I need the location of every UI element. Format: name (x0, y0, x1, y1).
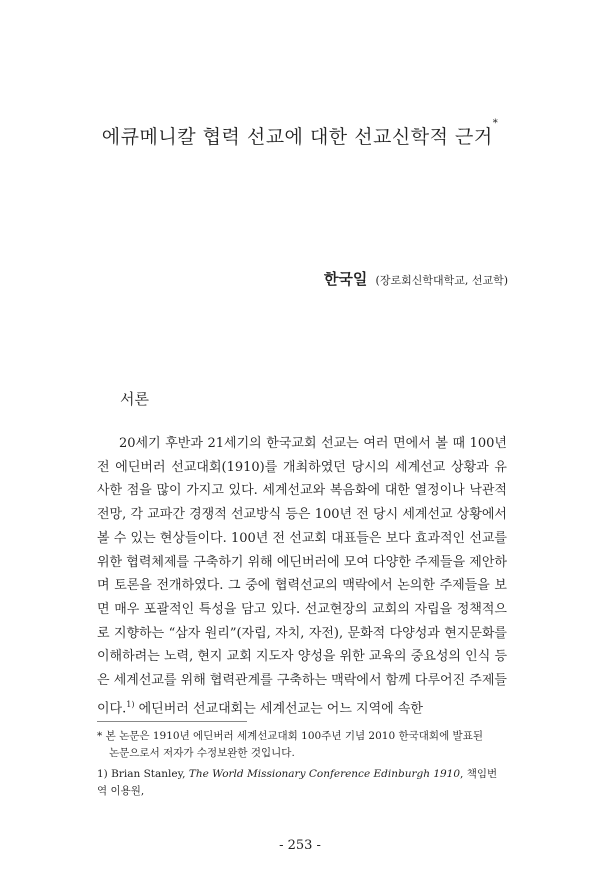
author-affiliation: (장로회신학대학교, 선교학) (375, 274, 508, 287)
footnote-star-line2: 논문으로서 저자가 수정보완한 것입니다. (109, 747, 295, 759)
body-paragraph (97, 432, 507, 721)
section-heading: 서론 (120, 390, 149, 408)
footnote-1-author: Brian Stanley, (111, 768, 186, 780)
paper-title-text: 에큐메니칼 협력 선교에 대한 선교신학적 근거 (101, 126, 493, 148)
footnote-star-marker: * (97, 730, 103, 742)
author-line (324, 268, 508, 289)
footnote-reference: 1) (126, 699, 135, 709)
footnote-star (97, 728, 507, 762)
footnote-1 (97, 766, 507, 800)
paper-title (60, 118, 540, 149)
paragraph-text: 20세기 후반과 21세기의 한국교회 선교는 여러 면에서 볼 때 100년 전 에딘버러 선교대회(1910)를 개최하였던 당시의 세계선교 상황과 유사한 점을 많이 가지고 있다. 세계선교와 복음화에 대한 열정이나 낙관적 전망, 각 교파간 경쟁적 선교방식 등은 100년 전 당시 세계선교 상황에서 볼 수 있는 현상들이다. 100년 전 선교회 대표들은 보다 효과적인 선교를 위한 협력체제를 구축하기 위해 에딘버러에 모여 다양한 주제들을 제안하며 토론을 전개하였다. 그 중에 협력선교의 맥락에서 논의한 주제들을 보면 매우 포괄적인 특성을 담고 있다. 선교현장의 교회의 자립을 정책적으로 지향하는 “삼자 원리”(자립, 자치, 자전), 문화적 다양성과 현지문화를 이해하려는 노력, 현지 교회 지도자 양성을 위한 교육의 중요성의 인식 등은 세계선교를 위해 협력관계를 구축하는 맥락에서 함께 다루어진 주제들이다. (97, 436, 507, 717)
paragraph-continuation: 에딘버러 선교대회는 세계선교는 어느 지역에 속한 (134, 701, 423, 717)
page-number: - 253 - (279, 838, 321, 853)
footnote-1-marker: 1) (97, 768, 108, 780)
footnote-star-line1: 본 논문은 1910년 에딘버러 세계선교대회 100주년 기념 2010 한국대회에 발표된 (105, 730, 483, 742)
footnote-1-rest: , 책임번역 이용원, (97, 768, 498, 797)
footnote-1-book-title: The World Missionary Conference Edinburgh 1910 (188, 768, 461, 780)
title-footnote-marker: * (492, 118, 499, 129)
footnote-divider (97, 721, 247, 722)
author-name: 한국일 (323, 270, 368, 288)
